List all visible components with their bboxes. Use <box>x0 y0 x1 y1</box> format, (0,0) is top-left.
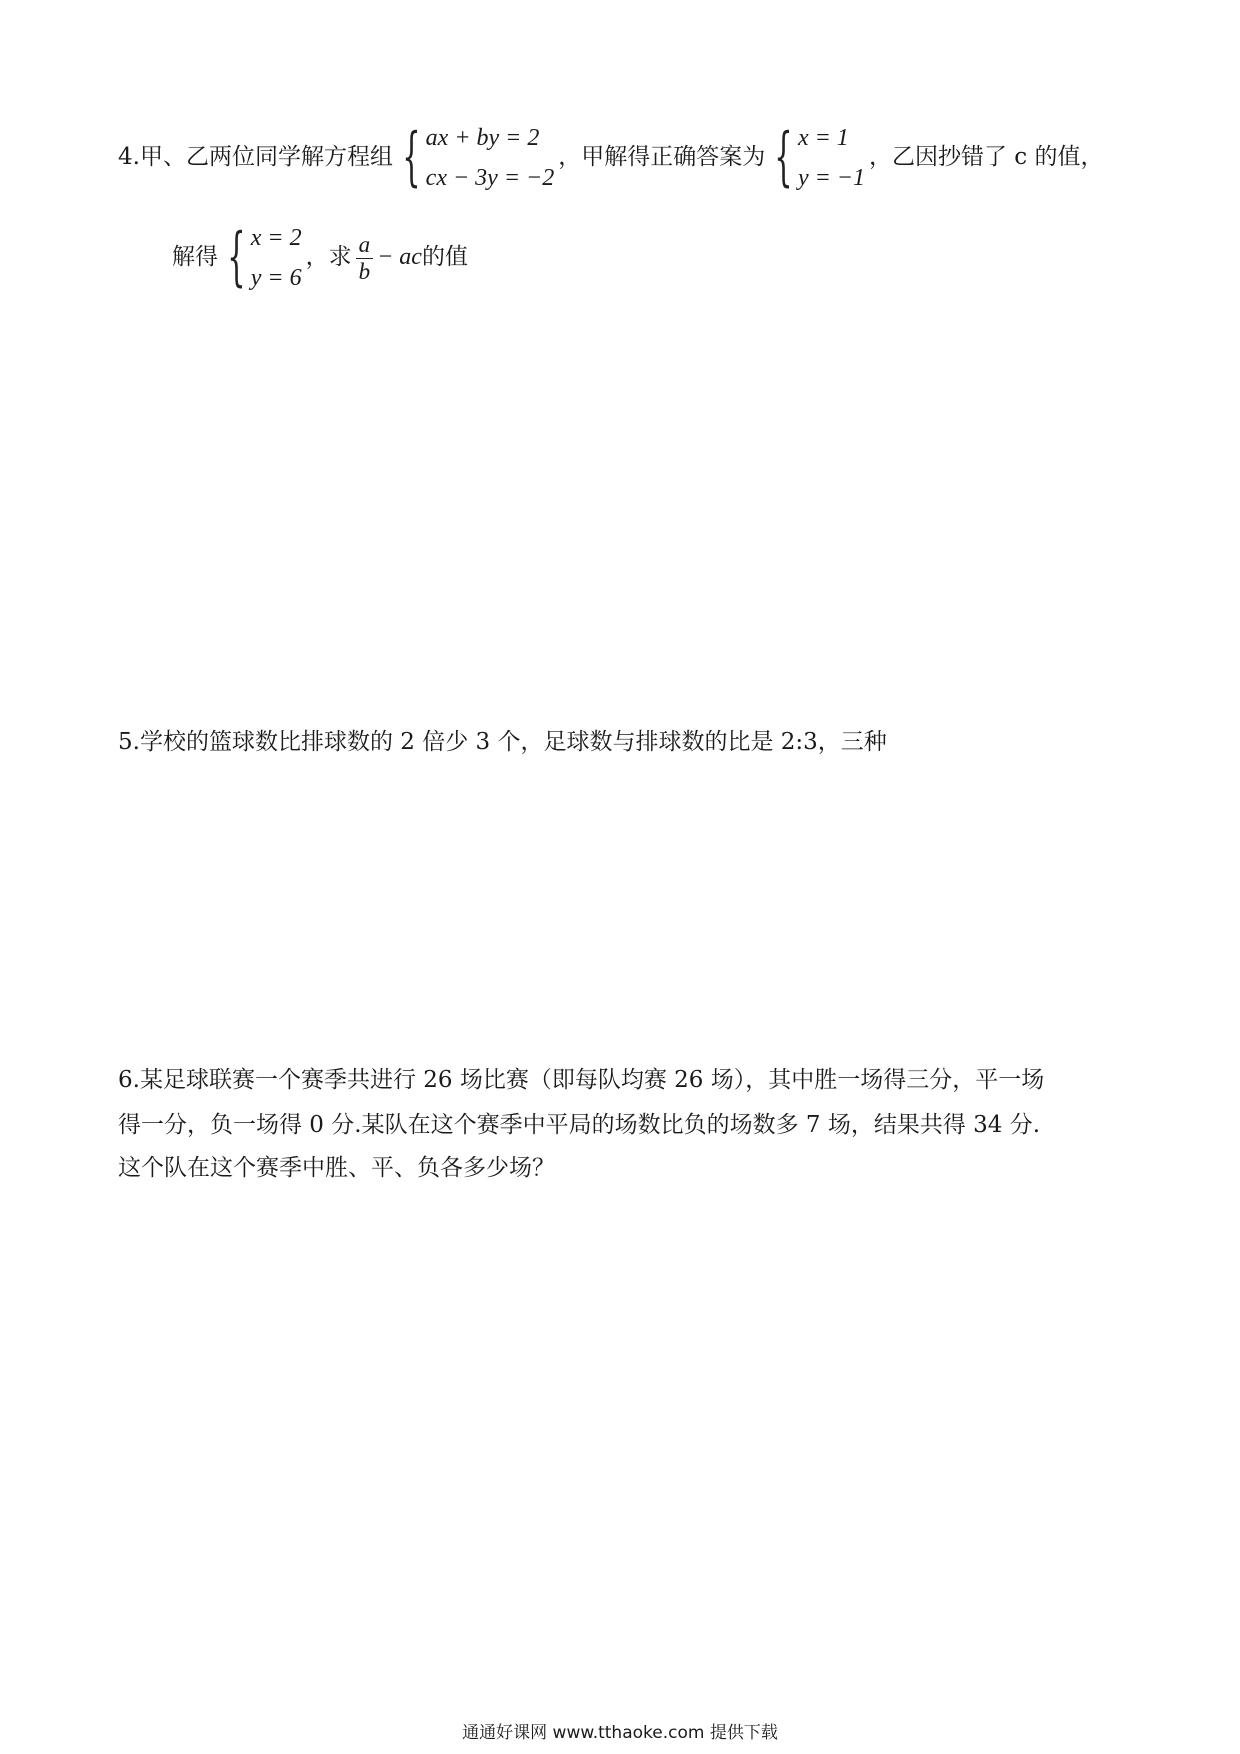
equation: y = −1 <box>797 165 865 191</box>
fraction <box>356 232 374 285</box>
q4-line2-mid: ，求 <box>305 244 352 271</box>
brace-icon: { <box>774 120 793 195</box>
brace-icon: { <box>402 120 421 195</box>
equation: ax + by = 2 <box>425 125 540 151</box>
q4-mid: ，甲解得正确答案为 <box>558 144 766 171</box>
q4-tail: ，乙因抄错了 c 的值， <box>868 144 1104 171</box>
fraction-numerator: a <box>356 232 374 259</box>
equation: y = 6 <box>250 265 302 291</box>
equation-system-3 <box>222 218 302 298</box>
equation: x = 1 <box>797 125 849 151</box>
q4-line2 <box>172 218 468 298</box>
q5-text: 5.学校的篮球数比排球数的 2 倍少 3 个，足球数与排球数的比是 2:3，三种 <box>118 729 887 755</box>
page-footer: 通通好课网 www.tthaoke.com 提供下载 <box>462 1723 778 1743</box>
q4-lead: 4.甲、乙两位同学解方程组 <box>118 144 393 171</box>
q4-line2-tail: 的值 <box>421 244 468 271</box>
q4-line2-lead: 解得 <box>172 244 218 271</box>
fraction-denominator: b <box>358 258 371 284</box>
equation: x = 2 <box>250 225 302 251</box>
equation-system-1 <box>397 118 554 198</box>
brace-icon: { <box>227 220 246 295</box>
q6-line2: 得一分，负一场得 0 分.某队在这个赛季中平局的场数比负的场数多 7 场，结果共得 34 分. <box>118 1112 1041 1138</box>
q4-line1 <box>118 118 1104 198</box>
expression-tail: − ac <box>377 244 422 271</box>
equation: cx − 3y = −2 <box>425 165 555 191</box>
equation-system-2 <box>769 118 865 198</box>
q6-line3: 这个队在这个赛季中胜、平、负各多少场？ <box>118 1155 555 1181</box>
q6-line1: 6.某足球联赛一个赛季共进行 26 场比赛（即每队均赛 26 场），其中胜一场得三分，平一场 <box>118 1067 1045 1093</box>
